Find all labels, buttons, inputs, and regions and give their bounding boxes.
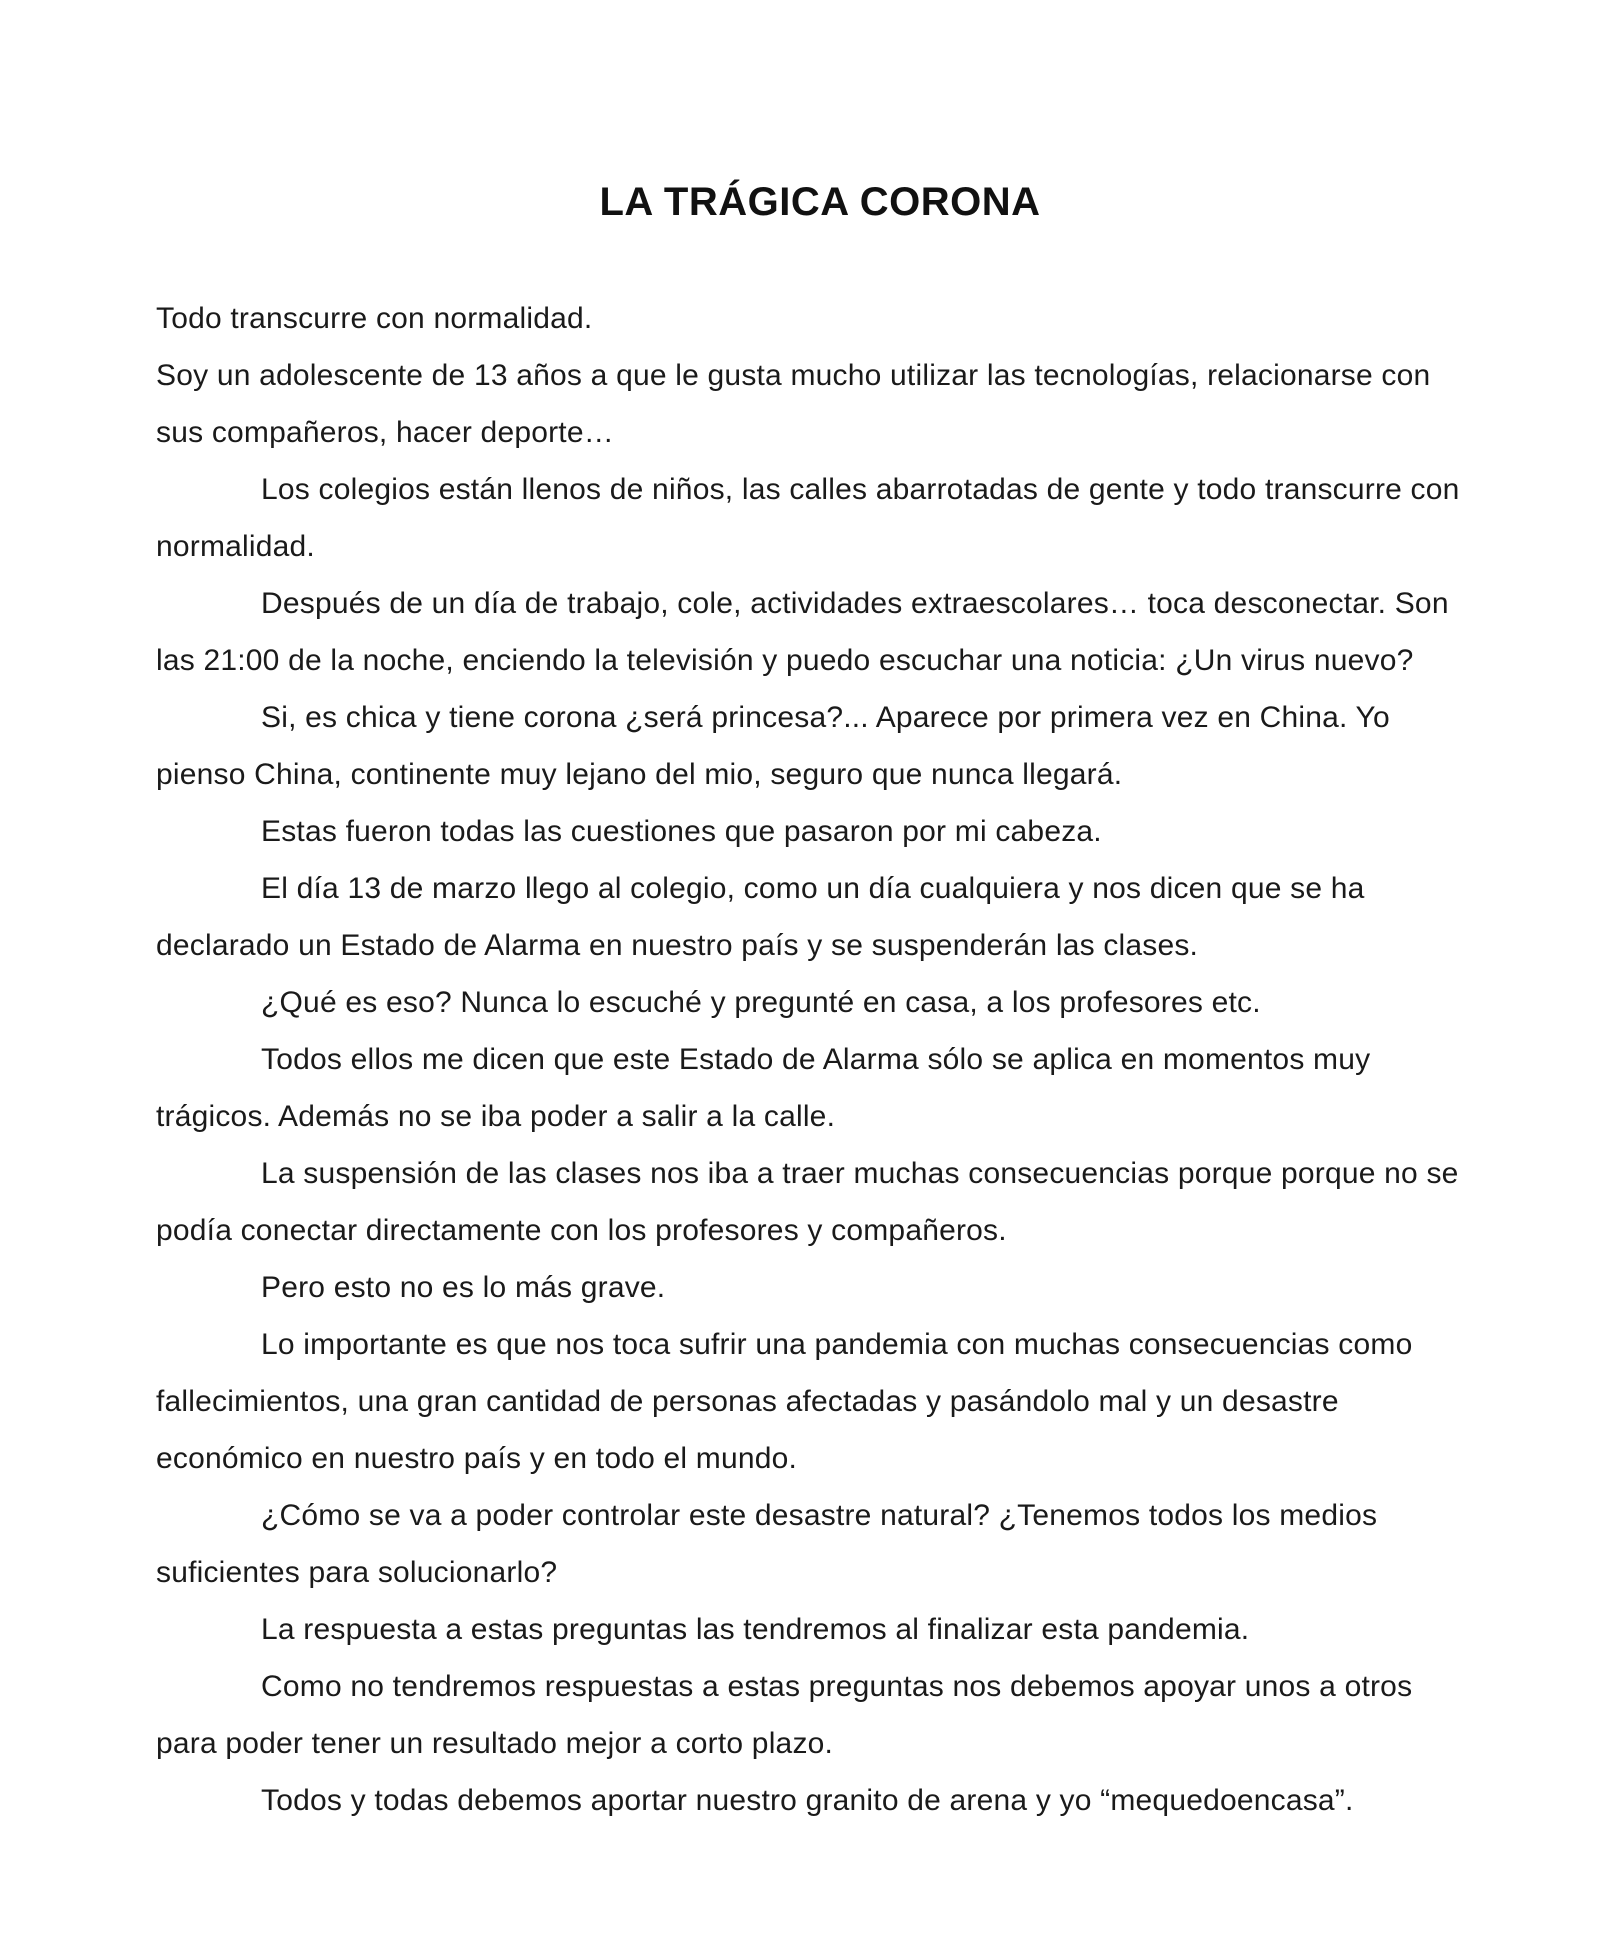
document-title: LA TRÁGICA CORONA (599, 180, 1041, 224)
paragraph: Después de un día de trabajo, cole, actividades extraescolares… toca desconectar. Son las 21:00 de la noche, enciendo la televisión y puedo escuchar una noticia: ¿Un virus nuevo? (156, 587, 1449, 677)
paragraph: Pero esto no es lo más grave. (261, 1271, 666, 1304)
paragraph: Como no tendremos respuestas a estas preguntas nos debemos apoyar unos a otros para poder tener un resultado mejor a corto plazo. (156, 1670, 1413, 1760)
document-body (156, 290, 1466, 1829)
paragraph: Si, es chica y tiene corona ¿será princesa?... Aparece por primera vez en China. Yo pienso China, continente muy lejano del mio, seguro que nunca llegará. (156, 701, 1390, 791)
paragraph: Todos ellos me dicen que este Estado de Alarma sólo se aplica en momentos muy trágicos. Además no se iba poder a salir a la calle. (156, 1043, 1371, 1133)
paragraph: La respuesta a estas preguntas las tendremos al finalizar esta pandemia. (261, 1613, 1250, 1646)
paragraph: El día 13 de marzo llego al colegio, como un día cualquiera y nos dicen que se ha declarado un Estado de Alarma en nuestro país y se suspenderán las clases. (156, 872, 1365, 962)
paragraph: ¿Qué es eso? Nunca lo escuché y pregunté en casa, a los profesores etc. (261, 986, 1261, 1019)
paragraph: Todo transcurre con normalidad. (156, 302, 593, 335)
paragraph: Lo importante es que nos toca sufrir una pandemia con muchas consecuencias como fallecimientos, una gran cantidad de personas afectadas y pasándolo mal y un desastre económico en nuestro país y en todo el mundo. (156, 1328, 1413, 1475)
paragraph: La suspensión de las clases nos iba a traer muchas consecuencias porque porque no se podía conectar directamente con los profesores y compañeros. (156, 1157, 1459, 1247)
paragraph: Los colegios están llenos de niños, las calles abarrotadas de gente y todo transcurre con normalidad. (156, 473, 1460, 563)
paragraph: Estas fueron todas las cuestiones que pasaron por mi cabeza. (261, 815, 1102, 848)
paragraph: Soy un adolescente de 13 años a que le gusta mucho utilizar las tecnologías, relacionarse con sus compañeros, hacer deporte… (156, 359, 1431, 449)
paragraph: Todos y todas debemos aportar nuestro granito de arena y yo “mequedoencasa”. (261, 1784, 1354, 1817)
paragraph: ¿Cómo se va a poder controlar este desastre natural? ¿Tenemos todos los medios suficientes para solucionarlo? (156, 1499, 1378, 1589)
